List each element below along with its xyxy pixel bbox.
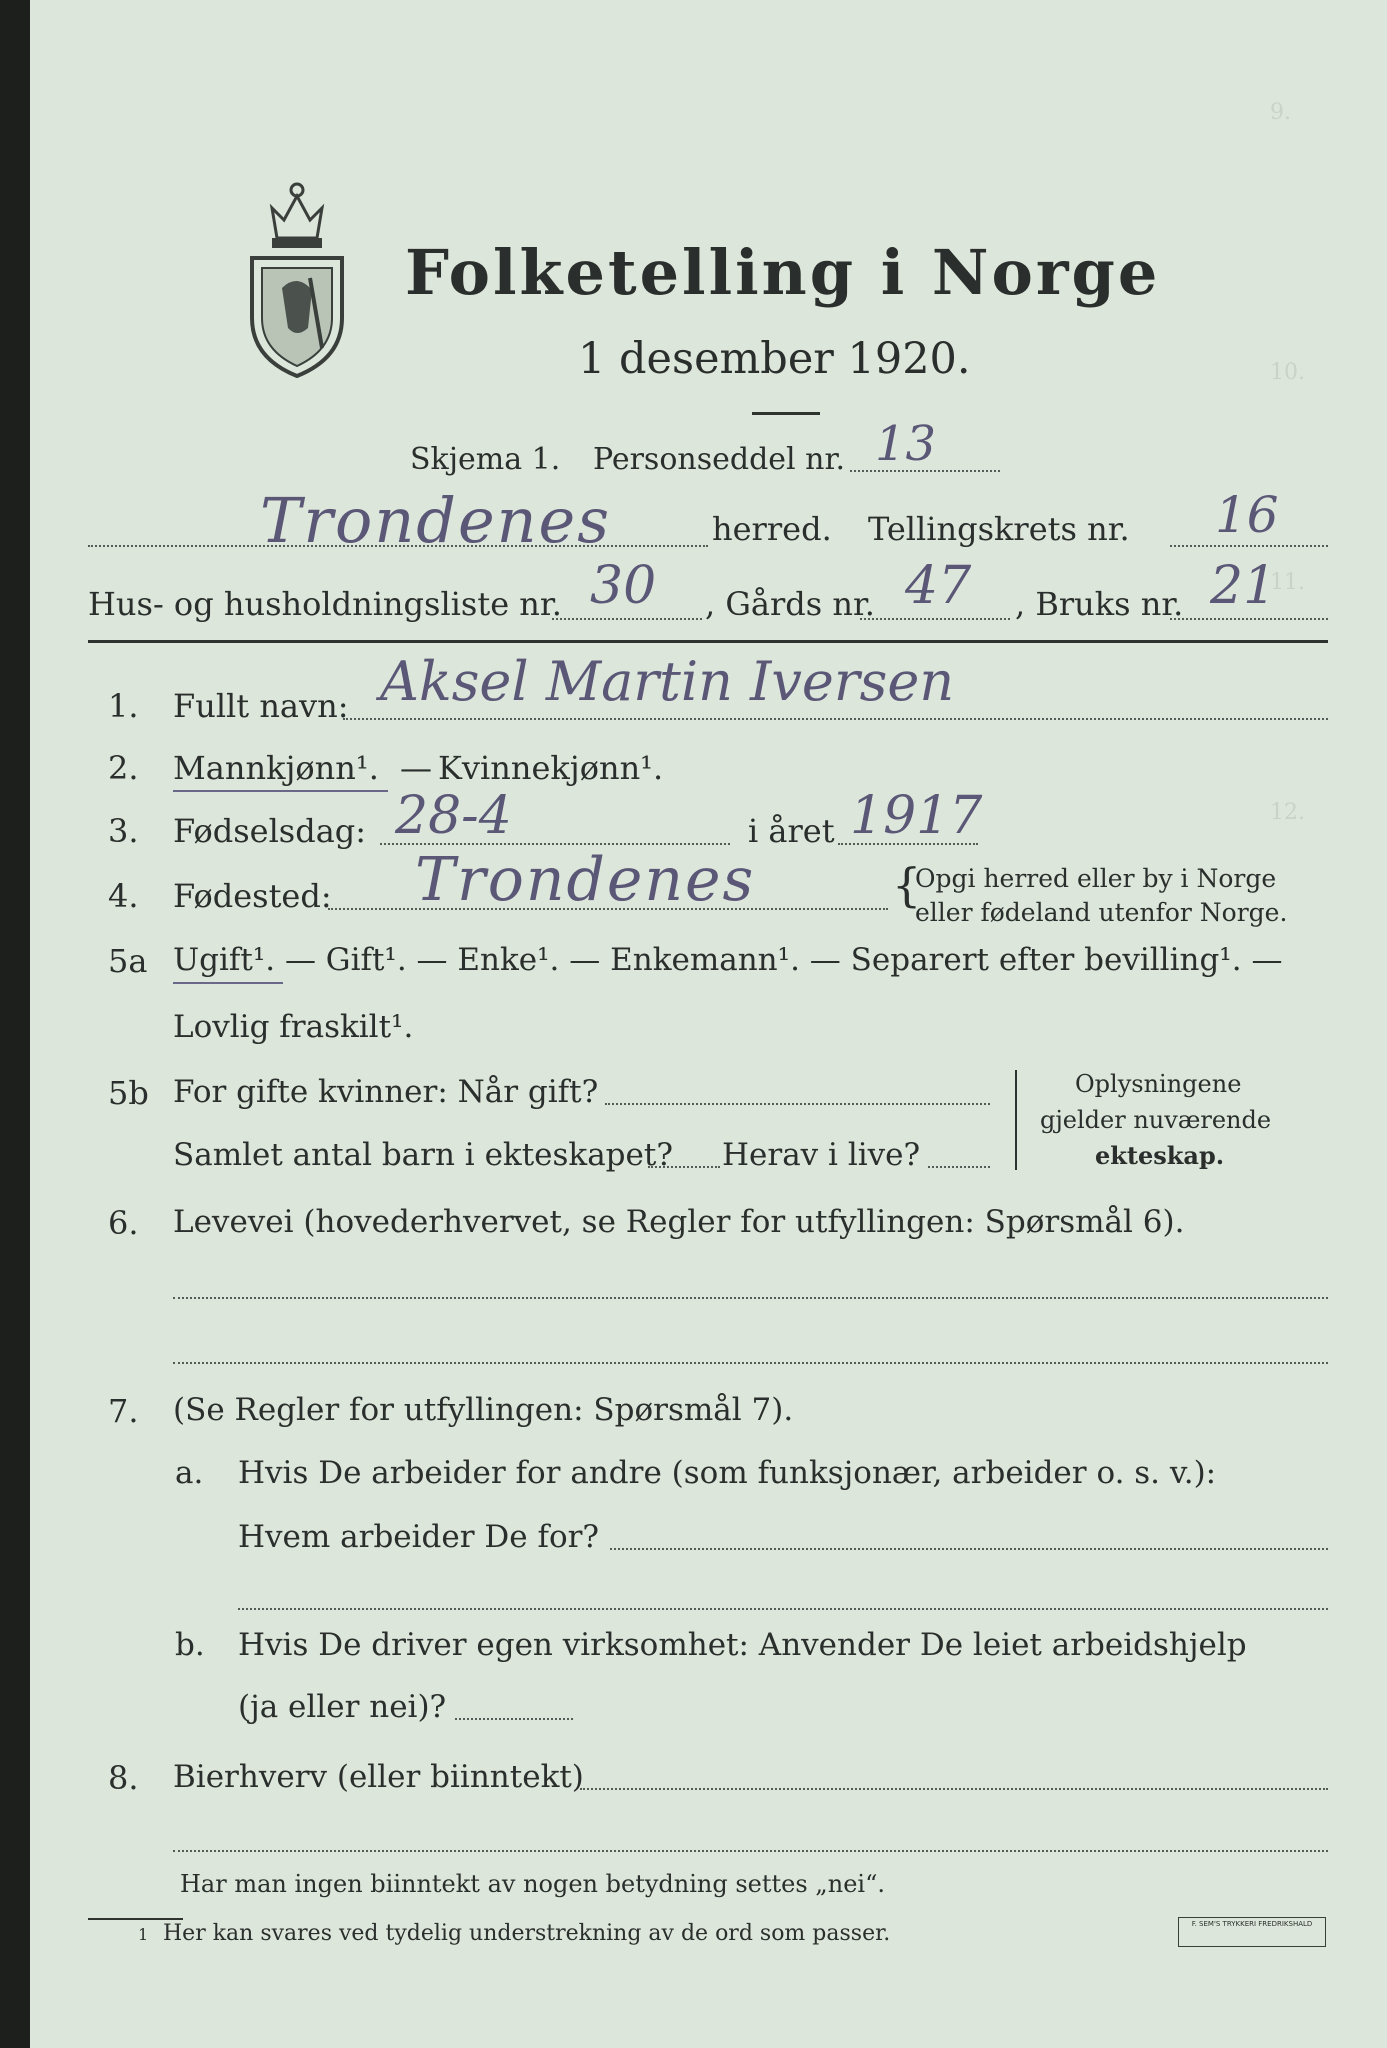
q1-label: Fullt navn: [173, 687, 349, 725]
q7-label: (Se Regler for utfyllingen: Spørsmål 7). [173, 1392, 794, 1428]
q7-number: 7. [108, 1392, 139, 1430]
q1-number: 1. [108, 687, 139, 725]
q6-field-2[interactable] [173, 1362, 1328, 1364]
q5b-bracket [1015, 1070, 1017, 1170]
q7b-field[interactable] [455, 1718, 573, 1720]
bruks-label: , Bruks nr. [1015, 585, 1184, 623]
q5b-number: 5b [108, 1074, 149, 1112]
person-value: 13 [875, 416, 937, 472]
q3-value: 28-4 [395, 786, 512, 846]
q2-male-option[interactable]: Mannkjønn¹. [173, 749, 379, 787]
q5b-label-3: Herav i live? [722, 1137, 921, 1173]
herred-value: Trondenes [260, 484, 612, 557]
q5b-note-1: Oplysningene [1075, 1070, 1242, 1098]
form-title: Folketelling i Norge [405, 236, 1161, 309]
krets-value: 16 [1215, 486, 1279, 544]
q5b-children-field[interactable] [648, 1166, 720, 1168]
gards-value: 47 [905, 556, 972, 616]
q6-number: 6. [108, 1204, 139, 1242]
q2-female-option[interactable]: Kvinnekjønn¹. [438, 749, 664, 787]
q7a-label-2: Hvem arbeider De for? [238, 1519, 600, 1555]
q7a-field-2[interactable] [238, 1608, 1328, 1610]
title-divider [752, 412, 820, 415]
q4-note-2: eller fødeland utenfor Norge. [915, 898, 1288, 927]
note-nei: Har man ingen biinntekt av nogen betydning settes „nei“. [180, 1870, 885, 1898]
krets-field[interactable] [1170, 545, 1328, 547]
q5b-note-3: ekteskap. [1095, 1141, 1225, 1170]
gards-label: , Gårds nr. [705, 585, 875, 623]
q3-year-value: 1917 [850, 786, 983, 846]
header-rule [88, 640, 1328, 643]
census-date: 1 desember 1920. [578, 334, 971, 384]
q5b-alive-field[interactable] [928, 1166, 990, 1168]
q5b-label: For gifte kvinner: Når gift? [173, 1074, 599, 1110]
q4-value: Trondenes [415, 845, 756, 915]
q7a-letter: a. [175, 1455, 204, 1491]
q6-field-1[interactable] [173, 1297, 1328, 1299]
krets-label: Tellingskrets nr. [868, 510, 1130, 548]
schema-label: Skjema 1. [410, 442, 561, 477]
person-label: Personseddel nr. [593, 442, 846, 477]
census-form: 9. 10. 11. 12. Folketelling i Norge 1 desember 1920. Skjema 1. Personseddel nr. 13 Trondenes herred. Tellingskrets nr. 16 Hus- og husholdningsliste nr. 30 , Gårds nr. 47 , Bruks nr. 21 1. Fullt navn: Aksel Martin Iversen 2. Mannkjønn¹. — Kvinnekjønn¹. 3. Fødselsdag: 28-4 i året 1917 4. Fødested: Trondenes { Opgi herred eller by i Norge eller fødeland utenfor Norge. 5a Ugift¹. — Gift¹. — Enke¹. — Enkemann¹. — Separert efter bevilling¹. — Lovlig fraskilt¹. 5b For gifte kvinner: Når gift? Samlet antal barn i ekteskapet? Herav i live? Oplysningene gjelder nuværende ekteskap. 6. Levevei (hovederhvervet, se Regler for utfyllingen: Spørsmål 6). 7. (Se Regler for utfyllingen: Spørsmål 7). a. Hvis De arbeider for andre (som funksjonær, arbeider o. s. v.): Hvem arbeider De for? b. Hvis De driver egen virksomhet: Anvender De leiet arbeidshjelp (ja eller nei)? 8. Bierhverv (eller biinntekt) Har man ingen biinntekt av nogen betydning settes „nei“. 1 Her kan svares ved tydelig understrekning av de ord som passer. F. SEM'S TRYKKERI FREDRIKSHALD [30, 0, 1387, 2048]
hus-field[interactable] [552, 618, 702, 620]
q2-underline [173, 790, 388, 792]
q2-number: 2. [108, 749, 139, 787]
q2-separator: — [400, 749, 432, 787]
q5b-married-field[interactable] [605, 1103, 990, 1105]
q5a-options-2[interactable]: Lovlig fraskilt¹. [173, 1009, 414, 1045]
gards-field[interactable] [860, 618, 1010, 620]
q5a-options[interactable]: Ugift¹. — Gift¹. — Enke¹. — Enkemann¹. — Separert efter bevilling¹. — [173, 942, 1283, 978]
herred-label: herred. [712, 510, 832, 548]
hus-value: 30 [590, 556, 657, 616]
q5b-label-2: Samlet antal barn i ekteskapet? [173, 1137, 673, 1173]
q8-number: 8. [108, 1759, 139, 1797]
q3-year-label: i året [748, 812, 835, 850]
hus-label: Hus- og husholdningsliste nr. [88, 585, 562, 623]
q5a-underline [173, 982, 283, 984]
q7b-letter: b. [175, 1627, 205, 1663]
q7b-label-2: (ja eller nei)? [238, 1689, 447, 1725]
q8-label: Bierhverv (eller biinntekt) [173, 1759, 584, 1795]
q4-brace: { [892, 858, 922, 912]
printer-stamp [1178, 1917, 1326, 1947]
q3-number: 3. [108, 812, 139, 850]
printer-stamp-text: F. SEM'S TRYKKERI FREDRIKSHALD [1191, 1920, 1313, 1928]
q5b-note-2: gjelder nuværende [1040, 1106, 1272, 1134]
q5a-number: 5a [108, 942, 148, 980]
q7b-label: Hvis De driver egen virksomhet: Anvender De leiet arbeidshjelp [238, 1627, 1247, 1663]
scan-edge [0, 0, 30, 2048]
q8-field-1[interactable] [580, 1788, 1328, 1790]
q6-label: Levevei (hovederhvervet, se Regler for utfyllingen: Spørsmål 6). [173, 1204, 1185, 1240]
norway-coat-of-arms-icon [242, 178, 352, 378]
footnote-number: 1 [138, 1925, 149, 1944]
q7a-field-1[interactable] [610, 1548, 1328, 1550]
q4-note-1: Opgi herred eller by i Norge [915, 864, 1277, 893]
q7a-label: Hvis De arbeider for andre (som funksjonær, arbeider o. s. v.): [238, 1455, 1217, 1491]
q1-value: Aksel Martin Iversen [380, 650, 955, 713]
bruks-value: 21 [1210, 556, 1277, 616]
q3-label: Fødselsdag: [173, 812, 367, 850]
footnote: Her kan svares ved tydelig understrekning av de ord som passer. [163, 1921, 891, 1946]
q8-field-2[interactable] [173, 1850, 1328, 1852]
q4-label: Fødested: [173, 877, 332, 915]
q1-field[interactable] [343, 718, 1328, 720]
footnote-rule [88, 1918, 183, 1920]
q4-number: 4. [108, 877, 139, 915]
bruks-field[interactable] [1170, 618, 1328, 620]
